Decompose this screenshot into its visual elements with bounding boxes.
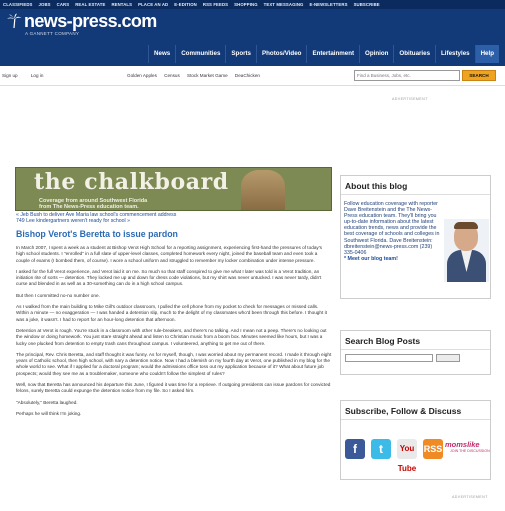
paragraph: Detention at Verot is rough. You're stuck in a classroom with other rule-breakers, and there's no talking. And I mean not a peep. There's no looking out the window or doing homework. You just stare straight ahead and listen to Christian music from a boom box. Minutes seemed like hours, but I was a lucky one plucked from detention to empty trash cans throughout campus. I volunteered, anything to get me out of there.: [16, 327, 327, 346]
about-blog-box: [340, 175, 491, 299]
about-text: [344, 201, 440, 262]
login-link[interactable]: Log in: [30, 73, 44, 78]
nav-tab-obituaries[interactable]: Obituaries: [393, 45, 435, 63]
nav-tab-opinion[interactable]: Opinion: [359, 45, 393, 63]
about-title: About this blog: [341, 176, 490, 195]
rss-icon[interactable]: RSS: [423, 439, 443, 459]
utility-link-jobs[interactable]: JOBS: [38, 2, 51, 7]
paragraph: But then I committed no-no number one.: [16, 292, 100, 298]
utility-bar: [0, 0, 505, 9]
link-stock-market-game[interactable]: Stock Market Game: [187, 73, 228, 78]
nav-tab-news[interactable]: News: [148, 45, 175, 63]
chalkboard-banner[interactable]: [15, 167, 332, 211]
main-nav: [148, 45, 499, 63]
utility-link-e-edition[interactable]: E-EDITION: [174, 2, 197, 7]
momslike-logo[interactable]: [445, 437, 491, 461]
site-search-button[interactable]: SEARCH: [462, 70, 496, 81]
momslike-text: momslike: [445, 440, 480, 449]
post-navigation: [16, 212, 176, 224]
meet-blog-team-link[interactable]: * Meet our blog team!: [344, 255, 398, 262]
utility-link-newsletters[interactable]: E-NEWSLETTERS: [309, 2, 348, 7]
post-title[interactable]: Bishop Verot's Beretta to issue pardon: [16, 229, 178, 239]
paragraph: As I walked from the main building to Mike Gill's outdoor classroom, I pulled the cell phone from my pocket to check for messages or missed calls. Within a minute — no exaggeration — I was handed a detention slip, much to the delight of my classmates who'd been through this before. I thought it was a joke, it wasn't. I had to report for an hour-long detention that afternoon.: [16, 304, 327, 322]
ad-label: ADVERTISEMENT: [452, 495, 488, 499]
nav-tab-photos-video[interactable]: Photos/Video: [256, 45, 306, 63]
link-deachicken[interactable]: DeaChicken: [234, 73, 260, 78]
masthead: [0, 9, 505, 66]
post-body: [16, 245, 332, 422]
feature-links: [127, 73, 266, 78]
palm-tree-icon: [6, 13, 22, 29]
nav-tab-communities[interactable]: Communities: [175, 45, 225, 63]
banner-subtitle-line1: Coverage from around Southwest Florida: [39, 198, 148, 204]
utility-link-subscribe[interactable]: SUBSCRIBE: [353, 2, 380, 7]
search-blog-title: Search Blog Posts: [341, 331, 490, 350]
banner-subtitle: [39, 198, 147, 210]
banner-photo: [241, 170, 285, 210]
utility-link-text[interactable]: TEXT MESSAGING: [263, 2, 304, 7]
paragraph: I asked for the full Verot experience, and Verot laid it on me. So much so that staff conspired to give me what I later was told is a Verot tradition, an initiation rite of sorts — detention. They locked me up and down for dress code violations, but my shirt was never untucked. I was never tardy, didn't curse and blended in as well as a 30-something can do in a high school campus.: [16, 268, 322, 287]
blog-search-button[interactable]: [436, 354, 460, 362]
sub-bar: [0, 66, 505, 86]
utility-link-real-estate[interactable]: REAL ESTATE: [75, 2, 106, 7]
paragraph: In March 2007, I spent a week as a student at Bishop Verot High School for a reporting assignment, experiencing first-hand the pressures of today's high school students. I "enrolled" in a full slate of upper-level classes, completed homework every night, joined the baseball team and even took a couple of exams (I bombed them, of course). I wore a school uniform and struggled to remember my locker combination under intense pressure.: [16, 245, 323, 263]
paragraph: The principal, Rev. Chris Beretta, and staff thought it was funny. As for myself, though, I was worried about my permanent record. I made it through eight years of Catholic school, then high school, with nary a detention notice. Now I had a blemish on my fourth day at Verot, one published in my blog for the whole world to see. What if I applied for a doctoral program; would the admissions office toss out my application because of it? What about future job prospects; would they see me as a troublemaker, someone who couldn't follow the simplest of rules?: [16, 351, 332, 376]
next-post-link[interactable]: 749 Lee kindergartners weren't ready for school »: [16, 218, 131, 224]
twitter-icon[interactable]: t: [371, 439, 391, 459]
link-golden-apples[interactable]: Golden Apples: [127, 73, 157, 78]
about-description: Follow education coverage with reporter Dave Breitenstein and the The News-Press education team. They'll bring you up-to-date information about the latest education trends, news and provide the best coverage of schools and colleges in Southwest Florida. Dave Breitenstein: dbreitenstein@news-press.com (239) 335-0406: [344, 201, 440, 256]
utility-link-rss[interactable]: RSS FEEDS: [202, 2, 229, 7]
logo-text: news-press.com: [24, 11, 157, 31]
site-logo[interactable]: [6, 12, 157, 30]
momslike-subtext: JOIN THE DISCUSSION: [450, 449, 490, 453]
link-census[interactable]: Census: [164, 73, 180, 78]
logo-tagline: A GANNETT COMPANY: [25, 31, 80, 36]
site-search-input[interactable]: [354, 70, 460, 81]
utility-link-rentals[interactable]: RENTALS: [111, 2, 133, 7]
follow-box: [340, 400, 491, 480]
nav-tab-help[interactable]: Help: [475, 45, 499, 63]
signup-link[interactable]: Sign up: [2, 73, 18, 78]
prev-post-link[interactable]: « Jeb Bush to deliver Ave Maria law school's commencement address: [16, 212, 177, 218]
paragraph: Well, now that Beretta has announced his departure this June, I figured it was time for a reprieve. If outgoing presidents can issue pardons for convicted felons, surely Beretta could expunge the detention notice from my file. So I asked him.: [16, 382, 331, 394]
facebook-icon[interactable]: f: [345, 439, 365, 459]
paragraph: "Absolutely," Beretta laughed.: [16, 399, 78, 405]
banner-subtitle-line2: from The News-Press education team.: [39, 204, 139, 210]
paragraph: Perhaps he will think I'm joking.: [16, 410, 82, 416]
search-blog-box: [340, 330, 491, 375]
banner-title: the chalkboard: [34, 169, 229, 195]
blog-search-input[interactable]: [345, 354, 433, 362]
nav-tab-sports[interactable]: Sports: [225, 45, 256, 63]
utility-link-classifieds[interactable]: CLASSIFIEDS: [3, 2, 33, 7]
reporter-photo: [444, 219, 489, 282]
social-icons: [345, 439, 449, 473]
youtube-icon[interactable]: You Tube: [397, 439, 417, 459]
nav-tab-lifestyles[interactable]: Lifestyles: [435, 45, 475, 63]
utility-link-cars[interactable]: CARS: [56, 2, 70, 7]
account-links: [2, 73, 55, 78]
follow-title: Subscribe, Follow & Discuss: [341, 401, 490, 420]
utility-link-shopping[interactable]: SHOPPING: [234, 2, 258, 7]
ad-label: ADVERTISEMENT: [392, 97, 428, 101]
nav-tab-entertainment[interactable]: Entertainment: [306, 45, 359, 63]
utility-link-place-ad[interactable]: PLACE AN AD: [138, 2, 169, 7]
